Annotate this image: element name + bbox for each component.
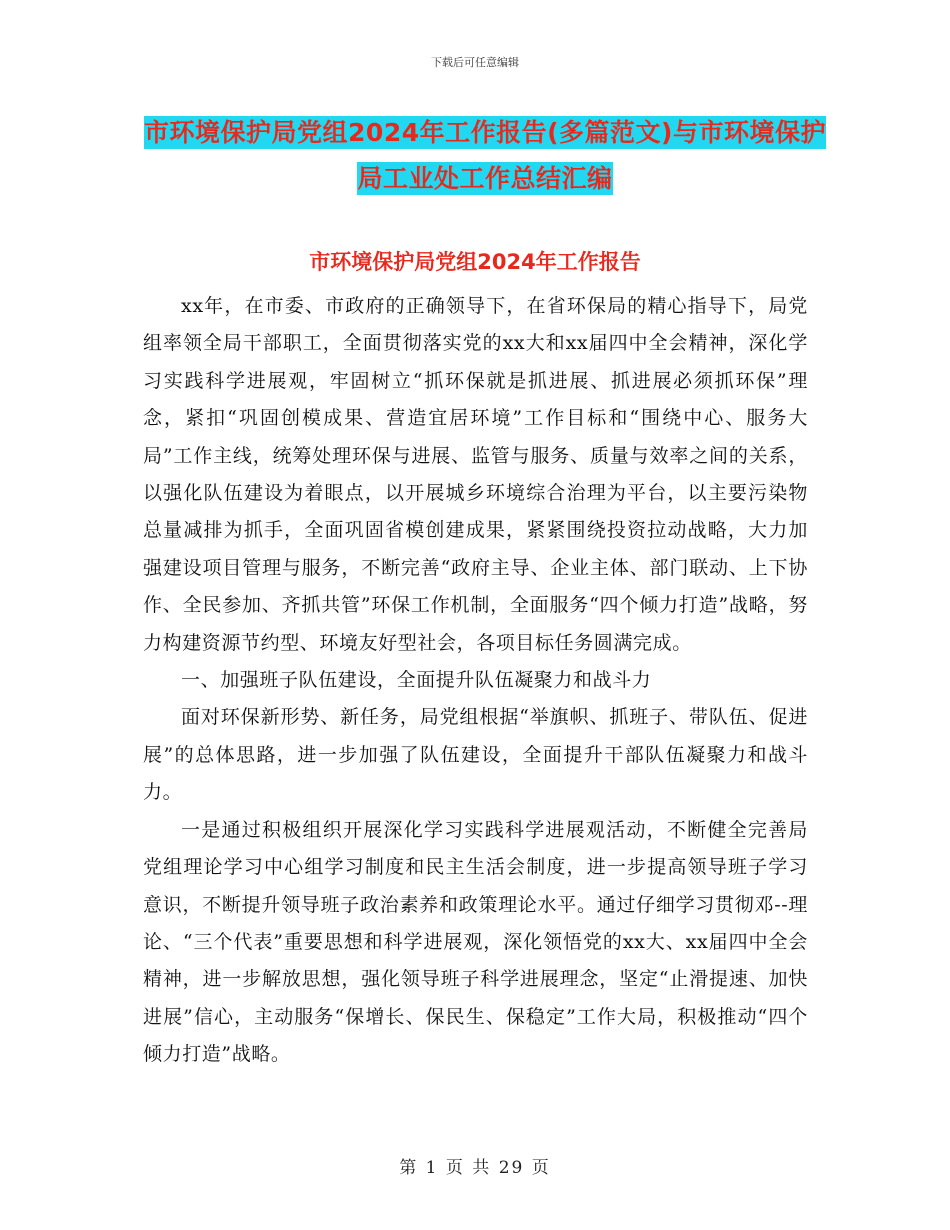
paragraph: xx年，在市委、市政府的正确领导下，在省环保局的精心指导下，局党组率领全局干部职工，全面贯彻落实党的xx大和xx届四中全会精神，深化学习实践科学进展观，牢固树立“抓环保就是抓进展、抓进展必须抓环保”理念，紧扣“巩固创模成果、营造宜居环境”工作目标和“围绕中心、服务大局”工作主线，统筹处理环保与进展、监管与服务、质量与效率之间的关系，以强化队伍建设为着眼点，以开展城乡环境综合治理为平台，以主要污染物总量减排为抓手，全面巩固省模创建成果，紧紧围绕投资拉动战略，大力加强建设项目管理与服务，不断完善“政府主导、企业主体、部门联动、上下协作、全民参加、齐抓共管”环保工作机制，全面服务“四个倾力打造”战略，努力构建资源节约型、环境友好型社会，各项目标任务圆满完成。: [143, 295, 808, 654]
paragraph-heading: 一、加强班子队伍建设，全面提升队伍凝聚力和战斗力: [181, 669, 652, 692]
section-title: 市环境保护局党组2024年工作报告: [309, 250, 641, 274]
paragraph: 面对环保新形势、新任务，局党组根据“举旗帜、抓班子、带队伍、促进展”的总体思路，进一步加强了队伍建设，全面提升干部队伍凝聚力和战斗力。: [143, 706, 808, 804]
paragraph: 一是通过积极组织开展深化学习实践科学进展观活动，不断健全完善局党组理论学习中心组学习制度和民主生活会制度，进一步提高领导班子学习意识，不断提升领导班子政治素养和政策理论水平。通过仔细学习贯彻邓--理论、“三个代表”重要思想和科学进展观，深化领悟党的xx大、xx届四中全会精神，进一步解放思想，强化领导班子科学进展理念，坚定“止滑提速、加快进展”信心，主动服务“保增长、保民生、保稳定”工作大局，积极推动“四个倾力打造”战略。: [143, 818, 808, 1066]
page-number-footer: 第 1 页 共 29 页: [399, 1158, 551, 1178]
document-title: [140, 110, 830, 202]
document-body: [143, 288, 808, 1074]
header-note: 下载后可任意编辑: [431, 56, 519, 69]
document-title-text: 市环境保护局党组2024年工作报告(多篇范文)与市环境保护局工业处工作总结汇编: [144, 118, 826, 193]
